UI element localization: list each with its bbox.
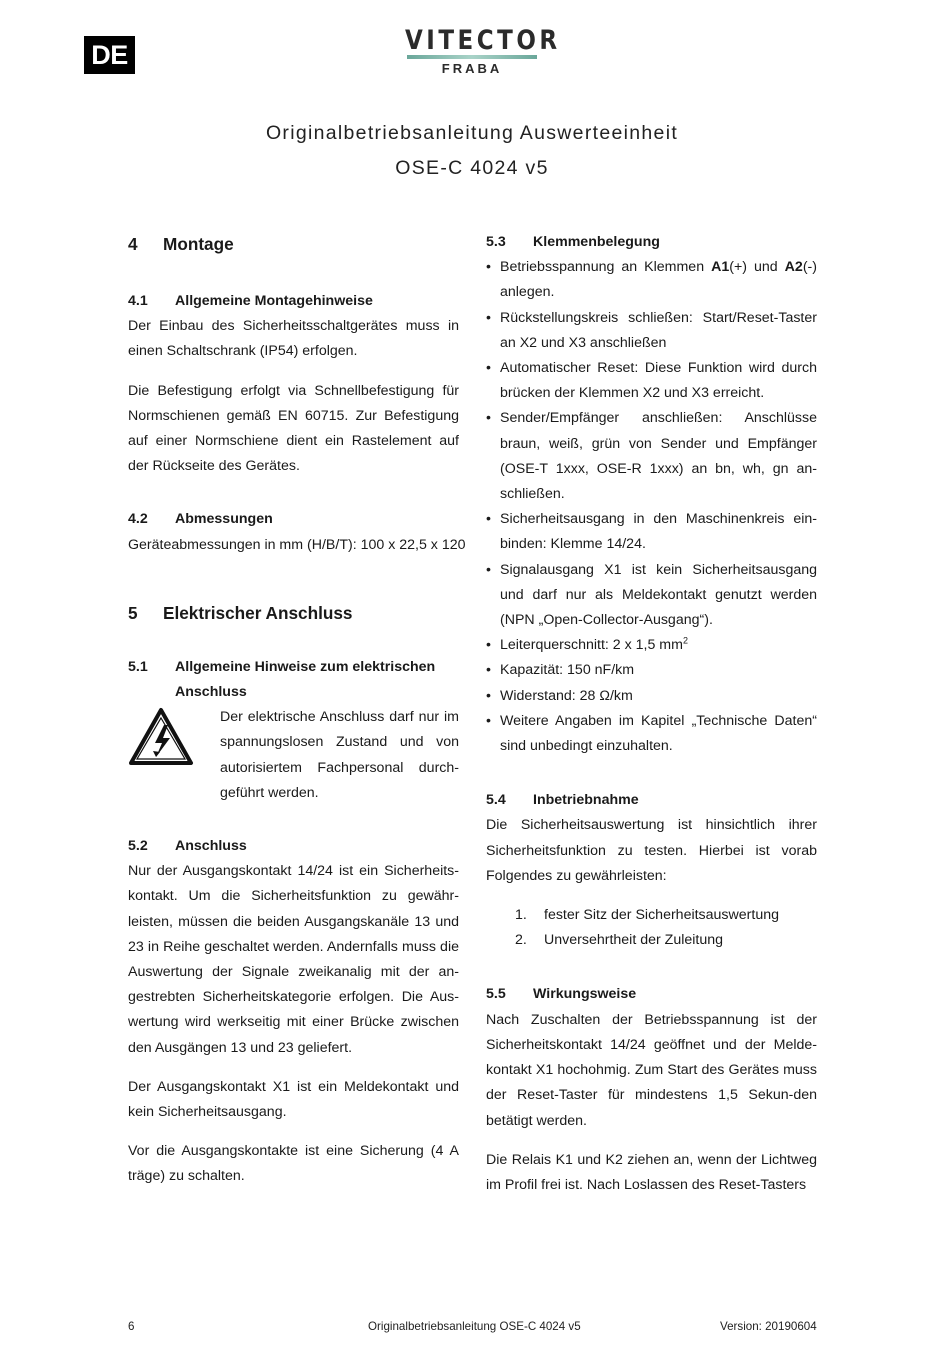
paragraph: Die Sicherheitsauswertung ist hinsichtlich ihrer Sicherheitsfunktion zu testen. Hierbei ist vorab Folgendes zu gewährleisten: — [486, 817, 817, 884]
paragraph: Die Relais K1 und K2 ziehen an, wenn der Lichtweg im Profil frei ist. Nach Loslassen des Reset-Tasters — [486, 1151, 817, 1193]
section-title: Elektrischer Anschluss — [163, 602, 353, 623]
section-title: Allgemeine Hinweise zum elektrischen Anschluss — [175, 658, 436, 701]
section-title: Montage — [163, 234, 234, 254]
language-badge: DE — [84, 36, 135, 74]
warning-box — [128, 705, 459, 806]
vitector-fraba-logo — [405, 26, 561, 76]
section-heading-4 — [128, 230, 459, 258]
right-column — [486, 230, 817, 1198]
section-heading-5-5 — [486, 982, 817, 1007]
paragraph: Vor die Ausgangskontakte ist eine Sicherung (4 A träge) zu schalten. — [128, 1143, 459, 1185]
section-heading-4-2 — [128, 507, 459, 532]
document-title: Originalbetriebsanleitung Auswerteeinheit — [265, 122, 679, 144]
list-item: • Leiterquerschnitt: 2 x 1,5 $mm^2$ — [486, 633, 817, 658]
page-number: 6 — [128, 1320, 135, 1333]
section-heading-5-4 — [486, 788, 817, 813]
paragraph: Nach Zuschalten der Betriebsspannung ist der Sicherheitskontakt 14/24 geöffnet und der Melde-kontakt X1 hochohmig. Zum Start des Gerätes muss der Reset-Taster für mindestens 1,5 Sekun-den betätigt werden. — [486, 1011, 817, 1129]
section-heading-5-1 — [128, 655, 459, 705]
paragraph: Die Befestigung erfolgt via Schnellbefestigung für Normschienen gemäß EN 60715. Zur Befestigung auf einer Normschiene dient ein Rastelement auf der Rückseite des Gerätes. — [128, 382, 459, 475]
paragraph: Der Ausgangskontakt X1 ist ein Meldekontakt und kein Sicherheitsausgang. — [128, 1078, 459, 1121]
section-number: 5 — [128, 602, 138, 623]
section-title: Abmessungen — [175, 511, 273, 528]
paragraph: Nur der Ausgangskontakt 14/24 ist ein Sicherheits-kontakt. Um die Sicherheitsfunktion zu gewähr-leisten, müssen die beiden Ausgangskanäle 13 und 23 in Reihe geschaltet werden. Andernfalls muss die Auswertung der Signale zweikanalig mit der an-gestrebten Sicherheitskategorie erfolgen. Die Aus-wertung wird werkseitig mit einer Brücke zwischen den Ausgängen 13 und 23 geliefert. — [128, 863, 459, 1056]
terminal-assignment-list — [486, 255, 817, 759]
numbered-list — [515, 903, 817, 953]
section-title: Klemmenbelegung — [533, 234, 660, 250]
list-item: • Rückstellungskreis schließen: Start/Reset-Taster an X2 und X3 anschließen — [486, 306, 817, 356]
list-item: • Weitere Angaben im Kapitel „Technische Daten“ sind unbedingt einzuhalten. — [486, 709, 817, 759]
list-item: 1. fester Sitz der Sicherheitsauswertung — [515, 907, 779, 924]
section-number: 4.1 — [128, 293, 148, 309]
section-number: 5.5 — [486, 986, 506, 1003]
section-title: Wirkungsweise — [533, 986, 637, 1003]
electrical-hazard-icon — [128, 705, 220, 806]
paragraph: Der Einbau des Sicherheitsschaltgerätes muss in einen Schaltschrank (IP54) erfolgen. — [128, 318, 459, 360]
section-number: 5.3 — [486, 234, 506, 250]
list-item: • Automatischer Reset: Diese Funktion wird durch brücken der Klemmen X2 und X3 erreicht. — [486, 356, 817, 406]
section-heading-4-1 — [128, 289, 459, 314]
section-number: 5.2 — [128, 838, 148, 855]
left-column — [128, 230, 466, 1190]
list-item: • Betriebsspannung an Klemmen A1(+) und A2(-) anlegen. — [486, 255, 817, 305]
section-heading-5 — [128, 599, 459, 627]
section-title: Anschluss — [175, 838, 247, 855]
section-number: 4.2 — [128, 511, 148, 528]
footer-title: Originalbetriebsanleitung OSE-C 4024 v5 — [368, 1320, 581, 1333]
list-item: • Kapazität: 150 nF/km — [486, 658, 817, 683]
section-heading-5-2 — [128, 834, 459, 859]
list-item: • Sicherheitsausgang in den Maschinenkreis ein-binden: Klemme 14/24. — [486, 507, 817, 557]
paragraph: Geräteabmessungen in mm (H/B/T): 100 x 22,5 x 120 — [128, 536, 466, 553]
footer-version: Version: 20190604 — [720, 1320, 817, 1333]
section-heading-5-3 — [486, 230, 817, 255]
list-item: 2. Unversehrtheit der Zuleitung — [515, 932, 724, 949]
document-model: OSE-C 4024 v5 — [395, 157, 549, 179]
logo-subtitle: FRABA — [441, 61, 503, 76]
section-title: Inbetriebnahme — [533, 792, 639, 809]
section-number: 5.4 — [486, 792, 506, 809]
section-number: 4 — [128, 234, 138, 254]
section-title: Allgemeine Montagehinweise — [175, 293, 373, 309]
logo-wordmark: VITECTOR — [405, 26, 561, 56]
section-number: 5.1 — [128, 658, 148, 675]
list-item: • Signalausgang X1 ist kein Sicherheitsausgang und darf nur als Meldekontakt genutzt werden (NPN „Open-Collector-Ausgang“). — [486, 558, 817, 634]
list-item: • Widerstand: 28 Ω/km — [486, 684, 817, 709]
list-item: • Sender/Empfänger anschließen: Anschlüsse braun, weiß, grün von Sender und Empfänger (OSE-T 1xxx, OSE-R 1xxx) an bn, wh, gn an-schließen. — [486, 406, 817, 507]
warning-text: Der elektrische Anschluss darf nur im spannungslosen Zustand und von autorisiertem Fachpersonal durch-geführt werden. — [220, 709, 459, 801]
